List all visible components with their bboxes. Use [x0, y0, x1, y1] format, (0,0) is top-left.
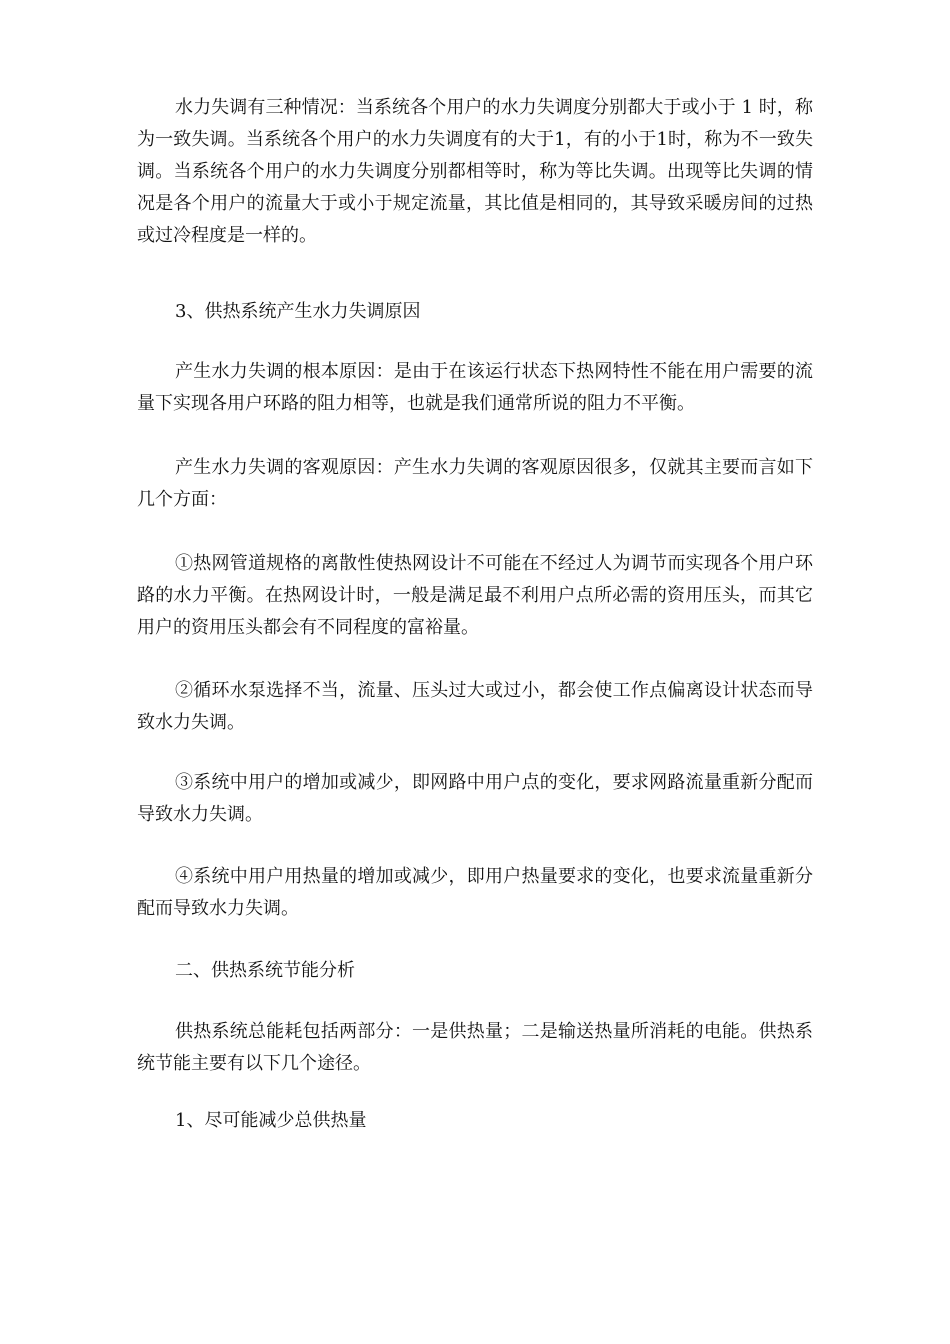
paragraph-cause-item-2: ②循环水泵选择不当，流量、压头过大或过小，都会使工作点偏离设计状态而导致水力失调。: [137, 680, 813, 733]
heading-reduce-heat-supply: 1、尽可能减少总供热量: [175, 1110, 367, 1131]
paragraph-total-energy: 供热系统总能耗包括两部分：一是供热量；二是输送热量所消耗的电能。供热系统节能主要有以下几个途径。: [137, 1021, 813, 1074]
paragraph-cause-item-1: ①热网管道规格的离散性使热网设计不可能在不经过人为调节而实现各个用户环路的水力平衡。在热网设计时，一般是满足最不利用户点所必需的资用压头，而其它用户的资用压头都会有不同程度的富裕量。: [137, 553, 813, 638]
paragraph-hydraulic-imbalance-types: 水力失调有三种情况：当系统各个用户的水力失调度分别都大于或小于 1 时，称为一致失调。当系统各个用户的水力失调度有的大于1，有的小于1时，称为不一致失调。当系统各个用户的水力失调度分别都相等时，称为等比失调。出现等比失调的情况是各个用户的流量大于或小于规定流量，其比值是相同的，其导致采暖房间的过热或过冷程度是一样的。: [137, 97, 813, 246]
heading-imbalance-causes: 3、供热系统产生水力失调原因: [175, 301, 421, 322]
heading-energy-saving-analysis: 二、供热系统节能分析: [175, 960, 355, 981]
paragraph-cause-item-3: ③系统中用户的增加或减少，即网路中用户点的变化，要求网路流量重新分配而导致水力失调。: [137, 772, 813, 825]
paragraph-cause-item-4: ④系统中用户用热量的增加或减少，即用户热量要求的变化，也要求流量重新分配而导致水力失调。: [137, 866, 813, 919]
paragraph-objective-cause: 产生水力失调的客观原因：产生水力失调的客观原因很多，仅就其主要而言如下几个方面：: [137, 457, 813, 510]
paragraph-root-cause: 产生水力失调的根本原因：是由于在该运行状态下热网特性不能在用户需要的流量下实现各用户环路的阻力相等，也就是我们通常所说的阻力不平衡。: [137, 361, 813, 414]
